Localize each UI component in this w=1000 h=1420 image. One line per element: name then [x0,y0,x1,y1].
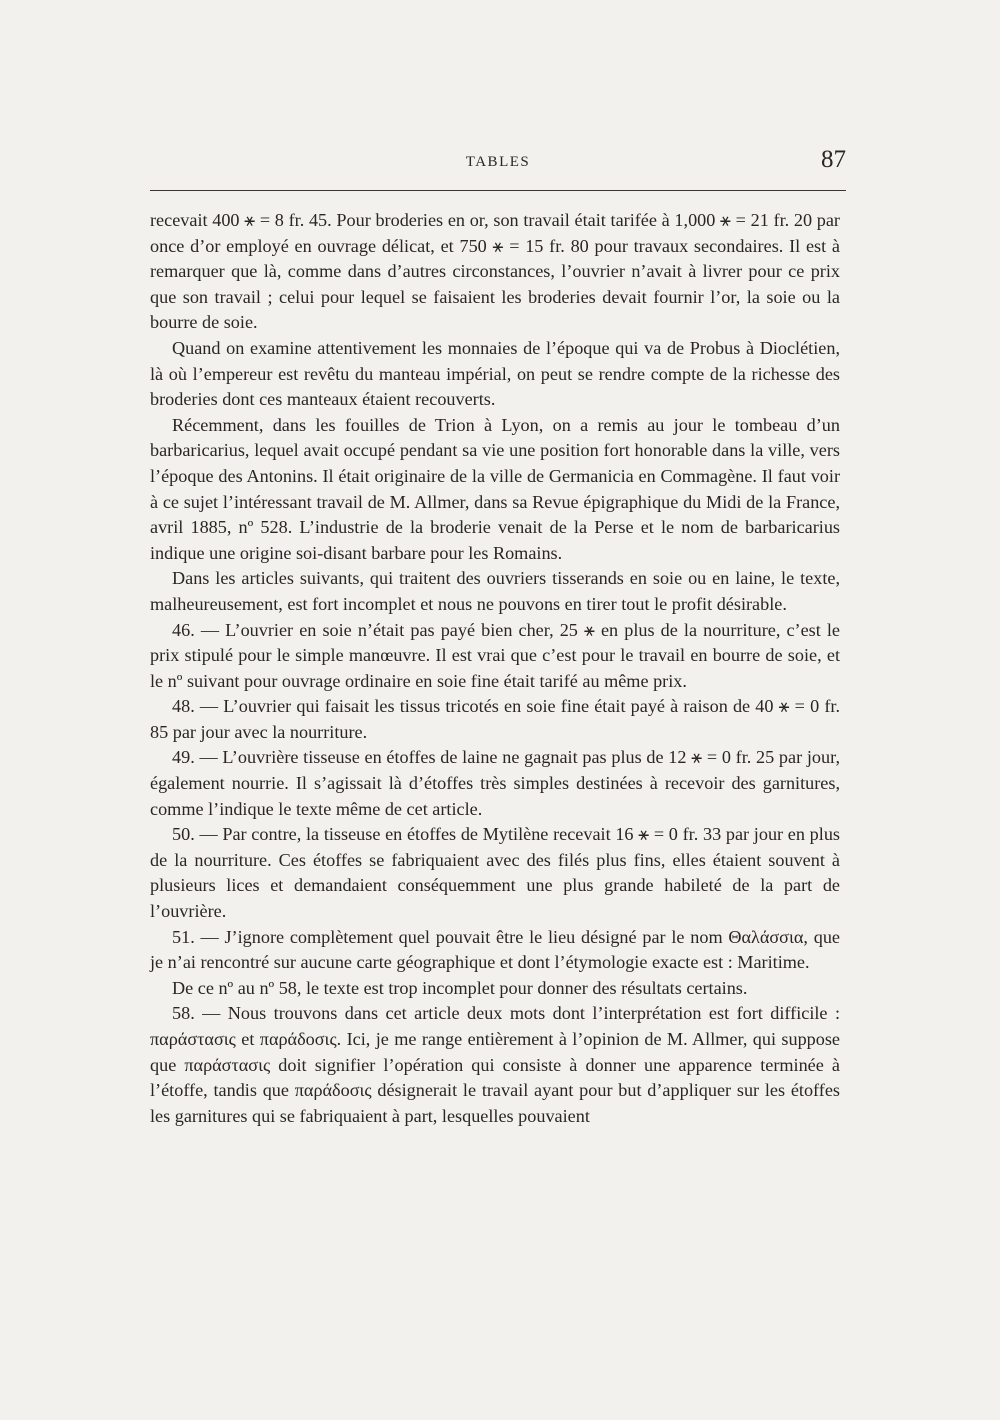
running-head: TABLES [465,154,531,170]
page-number: 87 [821,146,846,173]
header-rule [150,190,846,191]
body-text [150,208,840,1129]
paragraph: 51. — J’ignore complètement quel pouvait être le lieu désigné par le nom Θαλάσσια, que je n’ai rencontré sur aucune carte géographique et dont l’étymologie exacte est : Maritime. [150,926,840,973]
paragraph: 46. — L’ouvrier en soie n’était pas payé bien cher, 25 ⚹ en plus de la nourriture, c’est le prix stipulé pour le simple manœuvre. Il est vrai que c’est pour le travail en bourre de soie, et le nº suivant pour ouvrage ordinaire en soie fine était tarifé au même prix. [150,619,840,691]
paragraph: 58. — Nous trouvons dans cet article deux mots dont l’interprétation est fort difficile : παράστασις et παράδοσις. Ici, je me range entièrement à l’opinion de M. Allmer, qui suppose que παράστασις doit signifier l’opération qui consiste à donner une apparence terminée à l’étoffe, tandis que παράδοσις désignerait le travail ayant pour but d’appliquer sur les étoffes les garnitures qui se fabriquaient à part, lesquelles pouvaient [150,1003,840,1126]
paragraph: Quand on examine attentivement les monnaies de l’époque qui va de Probus à Dioclétien, là où l’empereur est revêtu du manteau impérial, on peut se rendre compte de la richesse des broderies dont ces manteaux étaient recouverts. [150,337,840,410]
paragraph: 50. — Par contre, la tisseuse en étoffes de Mytilène recevait 16 ⚹ = 0 fr. 33 par jour en plus de la nourriture. Ces étoffes se fabriquaient avec des filés plus fins, elles étaient souvent à plusieurs lices et demandaient conséquemment une plus grande habileté de la part de l’ouvrière. [150,824,840,922]
paragraph: De ce nº au nº 58, le texte est trop incomplet pour donner des résultats certains. [172,977,748,998]
paragraph: Dans les articles suivants, qui traitent des ouvriers tisserands en soie ou en laine, le texte, malheureusement, est fort incomplet et nous ne pouvons en tirer tout le profit désirable. [150,568,840,614]
page-header [150,146,846,190]
paragraph: 48. — L’ouvrier qui faisait les tissus tricotés en soie fine était payé à raison de 40 ⚹ = 0 fr. 85 par jour avec la nourriture. [150,696,840,742]
paragraph: Récemment, dans les fouilles de Trion à Lyon, on a remis au jour le tombeau d’un barbaricarius, lequel avait occupé pendant sa vie une position fort honorable dans la ville, vers l’époque des Antonins. Il était originaire de la ville de Germanicia en Commagène. Il faut voir à ce sujet l’intéressant travail de M. Allmer, dans sa Revue épigraphique du Midi de la France, avril 1885, nº 528. L’industrie de la broderie venait de la Perse et le nom de barbaricarius indique une origine soi-disant barbare pour les Romains. [150,414,840,563]
paragraph: 49. — L’ouvrière tisseuse en étoffes de laine ne gagnait pas plus de 12 ⚹ = 0 fr. 25 par jour, également nourrie. Il s’agissait là d’étoffes très simples destinées à recevoir des garnitures, comme l’indique le texte même de cet article. [150,747,840,819]
paragraph: recevait 400 ⚹ = 8 fr. 45. Pour broderies en or, son travail était tarifée à 1,000 ⚹ = 21 fr. 20 par once d’or employé en ouvrage délicat, et 750 ⚹ = 15 fr. 80 pour travaux secondaires. Il est à remarquer que là, comme dans d’autres circonstances, l’ouvrier n’avait à livrer pour ce prix que son travail ; celui pour lequel se faisaient les broderies devait fournir l’or, la soie ou la bourre de soie. [150,210,840,333]
